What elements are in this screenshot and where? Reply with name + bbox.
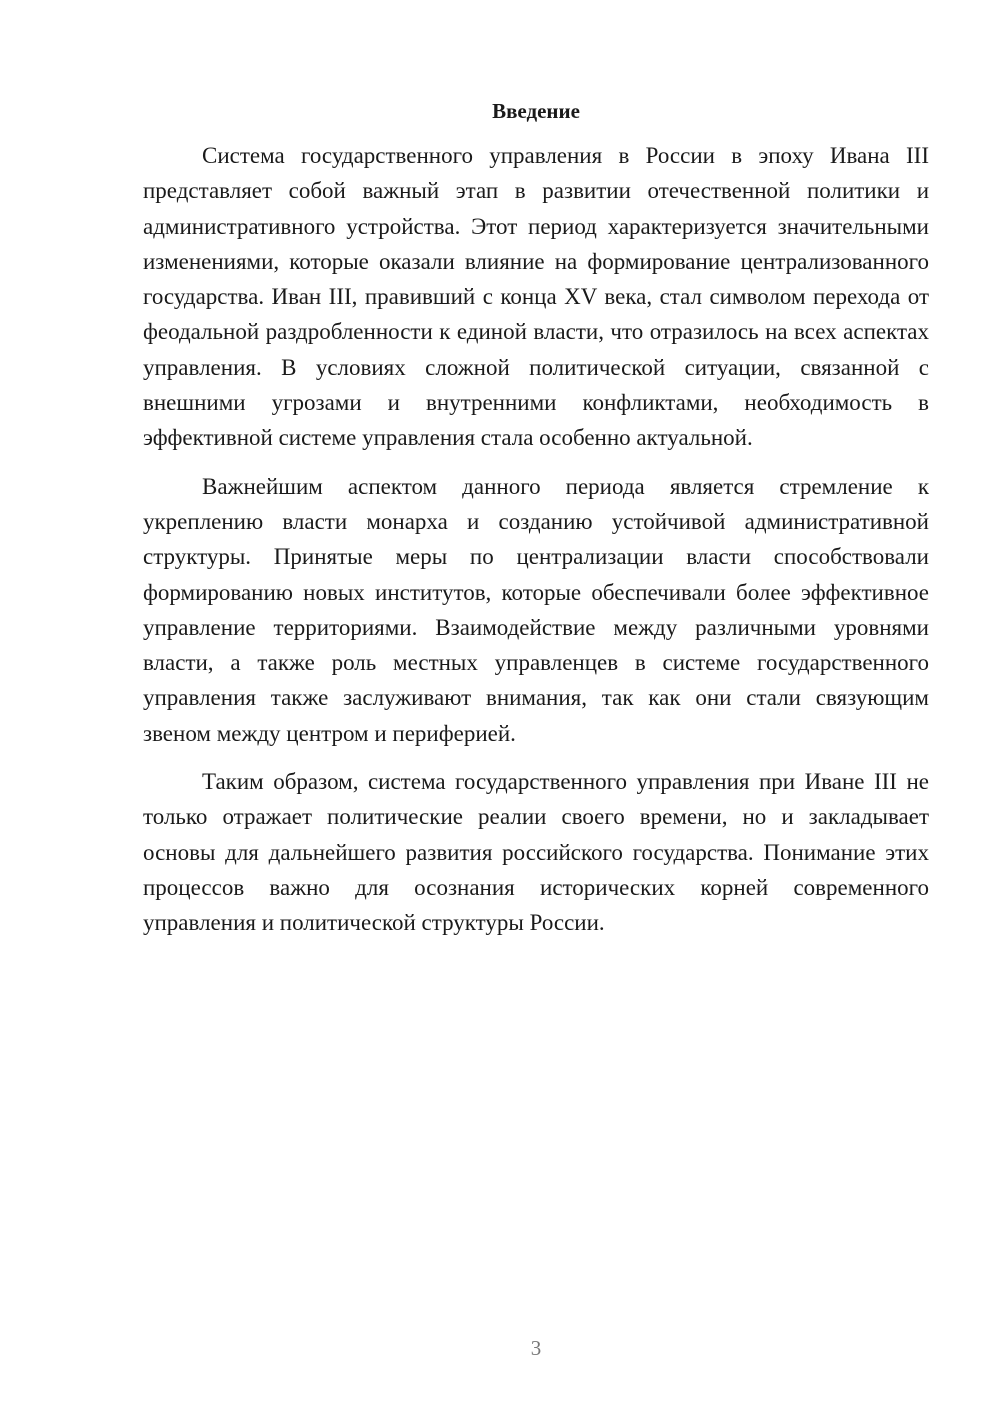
paragraph-3: Таким образом, система государственного управления при Иване III не только отражает политические реалии своего времени, но и закладывает основы для дальнейшего развития российского государства. Понимание этих процессов важно для осознания исторических корней современного управления и политической структуры России. [143,769,929,936]
paragraph-2: Важнейшим аспектом данного периода является стремление к укреплению власти монарха и созданию устойчивой административной структуры. Принятые меры по централизации власти способствовали формированию новых институтов, которые обеспечивали более эффективное управление территориями. Взаимодействие между различными уровнями власти, а также роль местных управленцев в системе государственного управления также заслуживают внимания, так как они стали связующим звеном между центром и периферией. [143,473,929,746]
section-heading: Введение [492,99,580,123]
paragraph-1: Система государственного управления в России в эпоху Ивана III представляет собой важный этап в развитии отечественной политики и административного устройства. Этот период характеризуется значительными изменениями, которые оказали влияние на формирование централизованного государства. Иван III, правивший с конца XV века, стал символом перехода от феодальной раздробленности к единой власти, что отразилось на всех аспектах управления. В условиях сложной политической ситуации, связанной с внешними угрозами и внутренними конфликтами, необходимость в эффективной системе управления стала особенно актуальной. [143,143,929,451]
page-content [143,96,929,954]
page-number: 3 [530,1336,542,1360]
